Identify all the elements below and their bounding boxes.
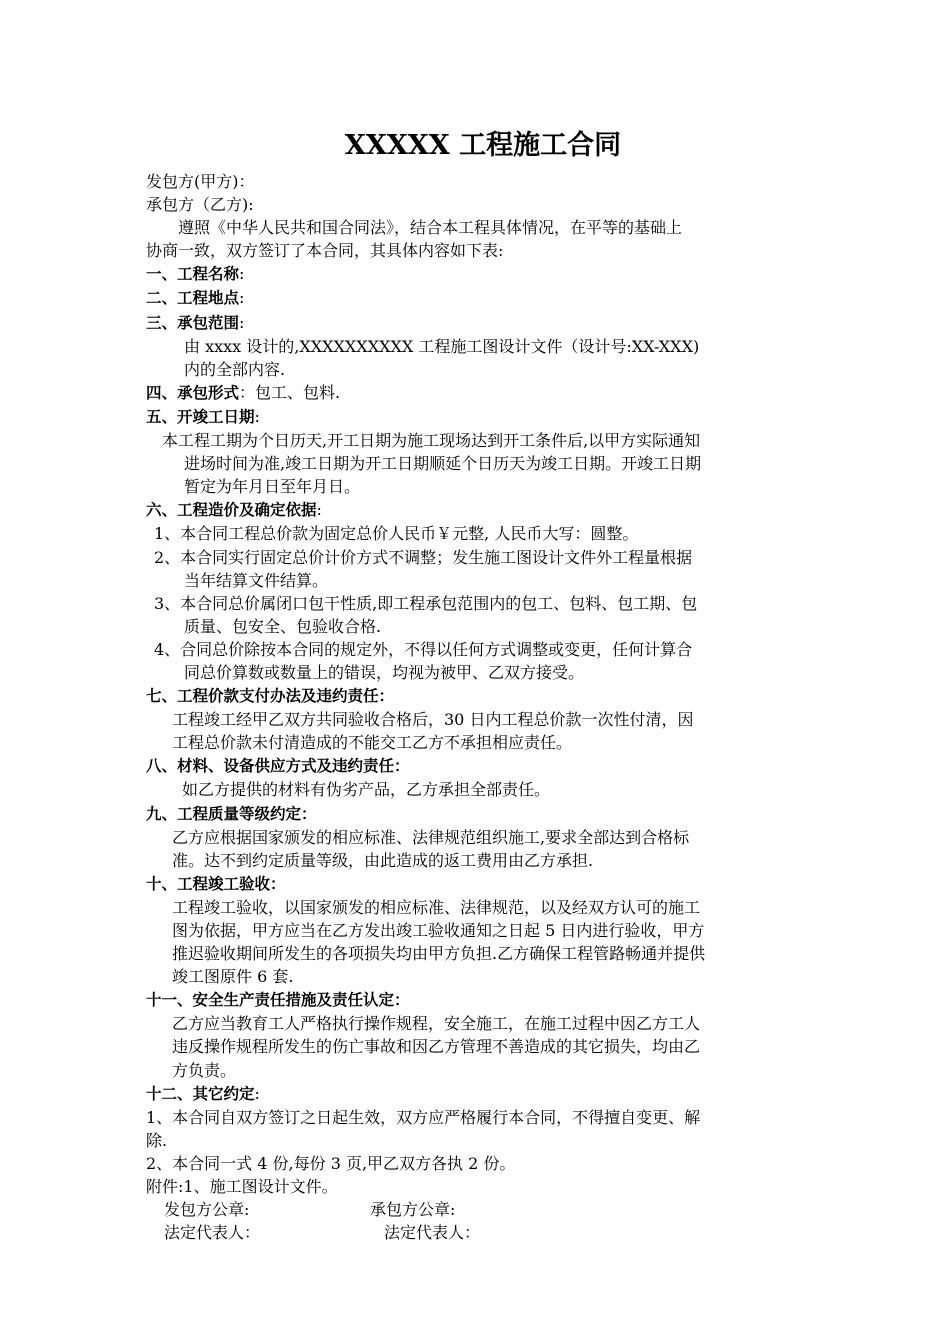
section-10 bbox=[146, 872, 810, 896]
section-11-line-1: 乙方应当教育工人严格执行操作规程，安全施工，在施工过程中因乙方工人 bbox=[172, 1014, 701, 1034]
section-7 bbox=[146, 684, 810, 708]
section-11-heading: 十一、安全生产责任措施及责任认定： bbox=[146, 991, 410, 1010]
section-3-colon: : bbox=[239, 312, 245, 332]
section-3-line-1: 由 xxxx 设计的,XXXXXXXXXX 工程施工图设计文件（设计号:XX-XXX) bbox=[184, 336, 700, 356]
document-title: XXXXX 工程施工合同 bbox=[344, 130, 622, 161]
section-4-heading: 四、承包形式 bbox=[146, 383, 240, 402]
section-5-heading: 五、开竣工日期 bbox=[146, 407, 255, 426]
section-11-line-2: 违反操作规程所发生的伤亡事故和因乙方管理不善造成的其它损失，均由乙 bbox=[172, 1037, 701, 1057]
section-7-line-1: 工程竣工经甲乙双方共同验收合格后，30 日内工程总价款一次性付清，因 bbox=[172, 710, 694, 730]
section-6-item-4: 4、合同总价除按本合同的规定外，不得以任何方式调整或变更，任何计算合 bbox=[154, 639, 693, 659]
seal-b-label: 承包方公章: bbox=[370, 1200, 456, 1220]
section-3 bbox=[146, 311, 810, 335]
section-2-colon: : bbox=[239, 288, 245, 308]
section-5-line-1: 本工程工期为个日历天,开工日期为施工现场达到开工条件后,以甲方实际通知 bbox=[162, 431, 701, 451]
section-12-line-2: 除. bbox=[146, 1130, 168, 1150]
section-9 bbox=[146, 802, 810, 826]
section-6-item-3-cont: 质量、包安全、包验收合格. bbox=[184, 616, 382, 636]
party-b-line: 承包方（乙方): bbox=[146, 195, 254, 215]
intro-line-1: 遵照《中华人民共和国合同法》，结合本工程具体情况，在平等的基础上 bbox=[178, 218, 683, 238]
section-6-item-2: 2、本合同实行固定总价计价方式不调整；发生施工图设计文件外工程量根据 bbox=[154, 547, 693, 567]
section-12-heading: 十二、其它约定 bbox=[146, 1084, 255, 1103]
section-1-heading: 一、工程名称 bbox=[146, 265, 240, 284]
section-8 bbox=[146, 754, 810, 778]
section-2 bbox=[146, 286, 810, 310]
section-6-item-3: 3、本合同总价属闭口包干性质,即工程承包范围内的包工、包料、包工期、包 bbox=[154, 593, 698, 613]
section-9-heading: 九、工程质量等级约定： bbox=[146, 804, 317, 823]
section-10-line-1: 工程竣工验收，以国家颁发的相应标准、法律规范，以及经双方认可的施工 bbox=[172, 897, 701, 917]
section-5-line-3: 暂定为年月日至年月日。 bbox=[184, 477, 361, 497]
section-3-line-2: 内的全部内容. bbox=[184, 359, 286, 379]
section-12-line-3: 2、本合同一式 4 份,每份 3 页,甲乙双方各执 2 份。 bbox=[146, 1153, 516, 1173]
section-10-heading: 十、工程竣工验收： bbox=[146, 874, 286, 893]
section-6-item-4-cont: 同总价算数或数量上的错误，均视为被甲、乙双方接受。 bbox=[184, 662, 585, 682]
section-10-line-2: 图为依据，甲方应当在乙方发出竣工验收通知之日起 5 日内进行验收，甲方 bbox=[172, 921, 705, 940]
section-1 bbox=[146, 262, 810, 286]
party-a-line: 发包方(甲方)： bbox=[146, 172, 255, 191]
intro-line-2: 协商一致，双方签订了本合同，其具体内容如下表: bbox=[146, 241, 504, 261]
section-7-heading: 七、工程价款支付办法及违约责任： bbox=[146, 687, 395, 706]
section-1-colon: : bbox=[239, 264, 245, 284]
signature-seal-row bbox=[146, 1198, 810, 1221]
section-8-line-1: 如乙方提供的材料有伪劣产品，乙方承担全部责任。 bbox=[182, 780, 551, 800]
section-6 bbox=[146, 498, 810, 522]
section-10-line-3: 推迟验收期间所发生的各项损失均由甲方负担.乙方确保工程管路畅通并提供 bbox=[172, 944, 706, 964]
section-12-line-1: 1、本合同自双方签订之日起生效，双方应严格履行本合同，不得擅自变更、解 bbox=[146, 1107, 701, 1127]
section-9-line-1: 乙方应根据国家颁发的相应标准、法律规范组织施工,要求全部达到合格标 bbox=[172, 827, 690, 847]
section-6-item-2-cont: 当年结算文件结算。 bbox=[184, 570, 329, 590]
contract-body bbox=[146, 128, 810, 1244]
seal-a-label: 发包方公章: bbox=[164, 1200, 250, 1220]
section-4 bbox=[146, 381, 810, 405]
section-11-line-3: 方负责。 bbox=[172, 1060, 237, 1080]
signature-rep-row bbox=[146, 1221, 810, 1244]
section-12-colon: : bbox=[254, 1083, 260, 1103]
section-8-heading: 八、材料、设备供应方式及违约责任： bbox=[146, 757, 410, 776]
section-3-heading: 三、承包范围 bbox=[146, 313, 240, 332]
rep-b-label: 法定代表人： bbox=[384, 1223, 481, 1243]
section-5-colon: : bbox=[254, 406, 260, 426]
section-6-heading: 六、工程造价及确定依据 bbox=[146, 501, 317, 520]
rep-a-label: 法定代表人： bbox=[164, 1223, 261, 1243]
section-10-line-4: 竣工图原件 6 套. bbox=[172, 967, 294, 987]
section-2-heading: 二、工程地点 bbox=[146, 289, 240, 308]
section-6-item-1: 1、本合同工程总价款为固定总价人民币￥元整, 人民币大写：圆整。 bbox=[154, 524, 639, 544]
section-5 bbox=[146, 405, 810, 429]
section-4-value: ：包工、包料. bbox=[239, 382, 341, 402]
section-5-line-2: 进场时间为准,竣工日期为开工日期顺延个日历天为竣工日期。开竣工日期 bbox=[184, 454, 702, 474]
section-12-line-4: 附件:1、施工图设计文件。 bbox=[146, 1177, 338, 1197]
section-7-line-2: 工程总价款未付清造成的不能交工乙方不承担相应责任。 bbox=[172, 733, 573, 753]
section-11 bbox=[146, 988, 810, 1012]
section-6-colon: : bbox=[316, 500, 322, 520]
section-12 bbox=[146, 1082, 810, 1106]
section-9-line-2: 准。达不到约定质量等级，由此造成的返工费用由乙方承担. bbox=[172, 850, 594, 870]
